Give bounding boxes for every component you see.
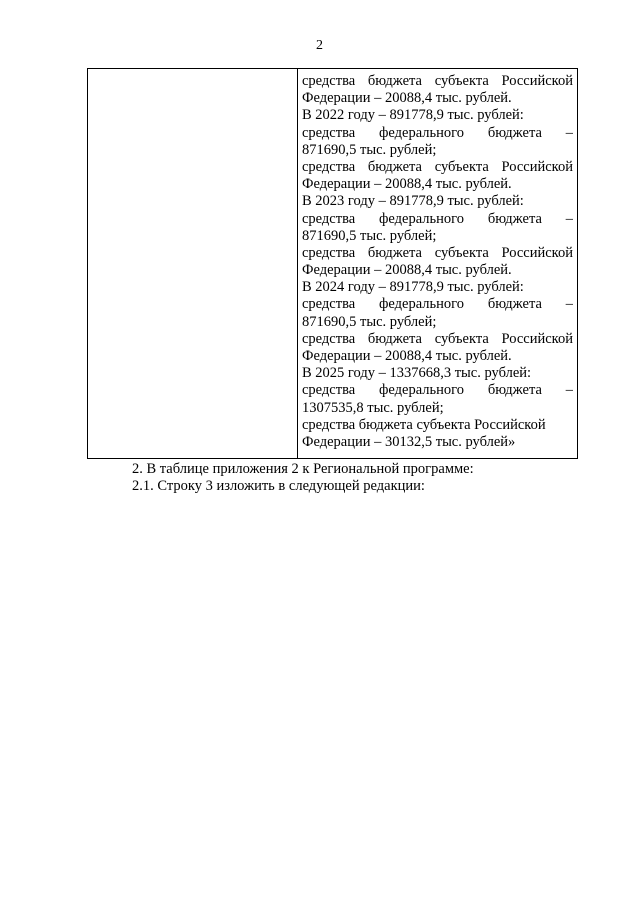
text-line: средства бюджета субъекта Российской <box>302 416 546 433</box>
text-line: 871690,5 тыс. рублей; <box>302 227 437 244</box>
funding-text <box>298 69 577 451</box>
text-line: средства федерального бюджета – <box>302 124 573 141</box>
text-line: Федерации – 20088,4 тыс. рублей. <box>302 348 512 364</box>
text-line: средства федерального бюджета – <box>302 382 573 399</box>
text-line: средства федерального бюджета – <box>302 210 573 227</box>
text-line: Федерации – 20088,4 тыс. рублей. <box>302 176 512 193</box>
text-line: 871690,5 тыс. рублей; <box>302 313 437 330</box>
text-line: 1307535,8 тыс. рублей; <box>302 399 444 416</box>
text-line: В 2024 году – 891778,9 тыс. рублей: <box>302 279 524 296</box>
text-line: средства бюджета субъекта Российской <box>302 330 573 347</box>
text-line: Федерации – 30132,5 тыс. рублей» <box>302 433 516 450</box>
text-line: средства федерального бюджета – <box>302 296 573 313</box>
program-table <box>87 68 578 459</box>
text-line: средства бюджета субъекта Российской <box>302 158 573 175</box>
text-line: В 2022 году – 891778,9 тыс. рублей: <box>302 107 524 124</box>
page-number: 2 <box>316 38 323 53</box>
text-line: В 2023 году – 891778,9 тыс. рублей: <box>302 193 524 210</box>
paragraph-table-appendix: 2. В таблице приложения 2 к Региональной программе: <box>132 461 474 477</box>
table-cell-right <box>298 69 578 459</box>
text-line: Федерации – 20088,4 тыс. рублей. <box>302 262 512 279</box>
text-line: Федерации – 20088,4 тыс. рублей. <box>302 90 512 107</box>
text-line: 871690,5 тыс. рублей; <box>302 141 437 158</box>
table-cell-left <box>88 69 298 459</box>
table-row <box>88 69 578 459</box>
text-line: средства бюджета субъекта Российской <box>302 73 573 89</box>
text-line: средства бюджета субъекта Российской <box>302 244 573 261</box>
text-line: В 2025 году – 1337668,3 тыс. рублей: <box>302 365 532 382</box>
paragraph-row-edit: 2.1. Строку 3 изложить в следующей редакции: <box>132 478 425 494</box>
